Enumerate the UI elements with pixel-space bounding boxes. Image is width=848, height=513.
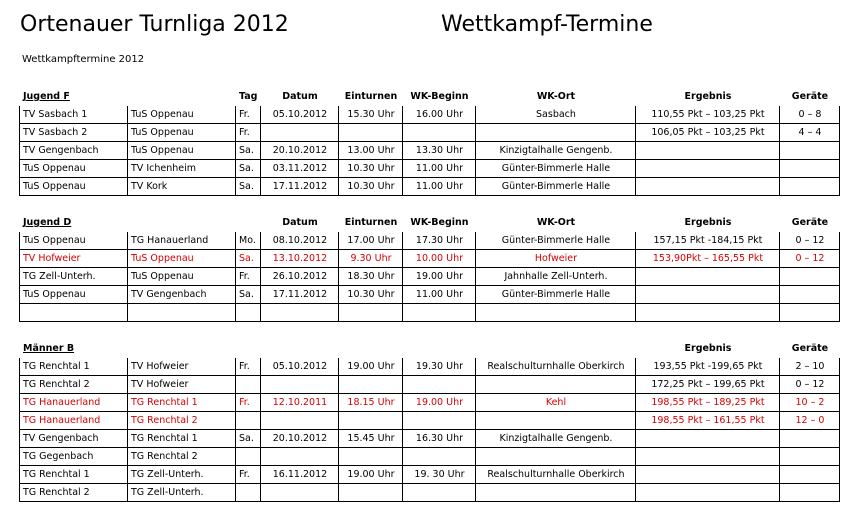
venue-cell: Hofweier	[476, 250, 636, 268]
table-row	[20, 358, 840, 376]
column-header	[236, 214, 261, 232]
venue-cell: Kehl	[476, 394, 636, 412]
column-header: Datum	[282, 217, 318, 228]
result-cell	[636, 304, 780, 322]
venue-cell: Günter-Bimmerle Halle	[476, 160, 636, 178]
day-cell: Mo.	[236, 232, 261, 250]
away-team-cell: TV Hofweier	[128, 358, 236, 376]
result-cell: 153,90Pkt – 165,55 Pkt	[636, 250, 780, 268]
result-cell: 198,55 Pkt – 189,25 Pkt	[636, 394, 780, 412]
start-cell	[403, 304, 476, 322]
home-team-cell: TuS Oppenau	[20, 232, 128, 250]
home-team-cell: TuS Oppenau	[20, 160, 128, 178]
column-header: WK-Ort	[536, 91, 576, 102]
day-cell: Sa.	[236, 178, 261, 196]
venue-cell: Günter-Bimmerle Halle	[476, 178, 636, 196]
warmup-cell: 10.30 Uhr	[339, 160, 403, 178]
section-header-row	[20, 214, 840, 232]
spacer-cell	[339, 322, 403, 340]
start-cell: 11.00 Uhr	[403, 160, 476, 178]
start-cell: 11.00 Uhr	[403, 286, 476, 304]
spacer-cell	[339, 196, 403, 214]
column-header	[339, 340, 403, 358]
column-header: Ergebnis	[684, 217, 732, 228]
apparatus-cell: 0 – 12	[780, 250, 840, 268]
page-heading: Wettkampf-Termine	[441, 12, 653, 37]
day-cell: Fr.	[236, 124, 261, 142]
apparatus-cell	[780, 484, 840, 502]
table-row	[20, 232, 840, 250]
warmup-cell: 13.00 Uhr	[339, 142, 403, 160]
result-cell: 106,05 Pkt – 103,25 Pkt	[636, 124, 780, 142]
column-header: Geräte	[791, 343, 829, 354]
start-cell: 19.00 Uhr	[403, 268, 476, 286]
spacer-cell	[403, 322, 476, 340]
result-cell	[636, 466, 780, 484]
warmup-cell: 15.45 Uhr	[339, 430, 403, 448]
home-team-cell: TG Renchtal 1	[20, 358, 128, 376]
spacer-cell	[780, 322, 840, 340]
column-header: WK-Beginn	[410, 217, 469, 228]
day-cell: Fr.	[236, 466, 261, 484]
table-row	[20, 142, 840, 160]
away-team-cell	[128, 304, 236, 322]
apparatus-cell: 2 – 10	[780, 358, 840, 376]
column-header: Datum	[282, 91, 318, 102]
warmup-cell: 19.00 Uhr	[339, 358, 403, 376]
home-team-cell: TV Sasbach 1	[20, 106, 128, 124]
venue-cell: Günter-Bimmerle Halle	[476, 232, 636, 250]
result-cell	[636, 268, 780, 286]
table-row	[20, 250, 840, 268]
table-row	[20, 484, 840, 502]
date-cell	[261, 376, 339, 394]
date-cell: 17.11.2012	[261, 178, 339, 196]
away-team-cell: TuS Oppenau	[128, 124, 236, 142]
result-cell	[636, 448, 780, 466]
result-cell: 172,25 Pkt – 199,65 Pkt	[636, 376, 780, 394]
away-team-cell: TuS Oppenau	[128, 106, 236, 124]
warmup-cell	[339, 376, 403, 394]
result-cell	[636, 484, 780, 502]
apparatus-cell: 10 – 2	[780, 394, 840, 412]
day-cell: Sa.	[236, 250, 261, 268]
away-team-cell: TG Zell-Unterh.	[128, 466, 236, 484]
apparatus-cell	[780, 160, 840, 178]
apparatus-cell	[780, 430, 840, 448]
spacer-cell	[128, 196, 236, 214]
day-cell	[236, 484, 261, 502]
apparatus-cell	[780, 448, 840, 466]
venue-cell	[476, 124, 636, 142]
warmup-cell	[339, 304, 403, 322]
schedule-table	[19, 87, 840, 502]
table-row	[20, 124, 840, 142]
column-header: Geräte	[791, 91, 829, 102]
away-team-cell: TV Ichenheim	[128, 160, 236, 178]
table-row	[20, 178, 840, 196]
day-cell: Sa.	[236, 142, 261, 160]
apparatus-cell	[780, 268, 840, 286]
start-cell	[403, 448, 476, 466]
away-team-cell: TG Renchtal 1	[128, 394, 236, 412]
warmup-cell: 9.30 Uhr	[339, 250, 403, 268]
venue-cell: Realschulturnhalle Oberkirch	[476, 466, 636, 484]
home-team-cell: TV Hofweier	[20, 250, 128, 268]
apparatus-cell	[780, 466, 840, 484]
apparatus-cell: 0 – 8	[780, 106, 840, 124]
spacer-row	[20, 322, 840, 340]
home-team-cell: TG Hanauerland	[20, 394, 128, 412]
table-row	[20, 160, 840, 178]
apparatus-cell	[780, 286, 840, 304]
day-cell	[236, 376, 261, 394]
away-team-cell: TuS Oppenau	[128, 268, 236, 286]
start-cell	[403, 376, 476, 394]
spacer-cell	[636, 322, 780, 340]
result-cell	[636, 142, 780, 160]
date-cell	[261, 124, 339, 142]
warmup-cell: 18.30 Uhr	[339, 268, 403, 286]
date-cell: 20.10.2012	[261, 142, 339, 160]
warmup-cell: 10.30 Uhr	[339, 286, 403, 304]
day-cell	[236, 412, 261, 430]
spacer-cell	[20, 322, 128, 340]
warmup-cell	[339, 484, 403, 502]
spacer-cell	[128, 322, 236, 340]
start-cell	[403, 484, 476, 502]
spacer-row	[20, 196, 840, 214]
venue-cell	[476, 304, 636, 322]
away-team-cell: TV Hofweier	[128, 376, 236, 394]
warmup-cell: 17.00 Uhr	[339, 232, 403, 250]
column-header: WK-Ort	[536, 217, 576, 228]
day-cell: Fr.	[236, 106, 261, 124]
home-team-cell	[20, 304, 128, 322]
start-cell: 11.00 Uhr	[403, 178, 476, 196]
day-cell: Sa.	[236, 430, 261, 448]
date-cell: 05.10.2012	[261, 106, 339, 124]
warmup-cell: 15.30 Uhr	[339, 106, 403, 124]
apparatus-cell: 0 – 12	[780, 232, 840, 250]
venue-cell	[476, 412, 636, 430]
spacer-cell	[476, 196, 636, 214]
result-cell	[636, 160, 780, 178]
venue-cell: Günter-Bimmerle Halle	[476, 286, 636, 304]
result-cell	[636, 430, 780, 448]
page-title: Ortenauer Turnliga 2012	[20, 12, 289, 37]
date-cell	[261, 448, 339, 466]
date-cell: 20.10.2012	[261, 430, 339, 448]
spacer-cell	[476, 322, 636, 340]
venue-cell: Kinzigtalhalle Gengenb.	[476, 430, 636, 448]
apparatus-cell: 12 – 0	[780, 412, 840, 430]
column-header: Tag	[239, 91, 258, 102]
away-team-cell: TuS Oppenau	[128, 250, 236, 268]
table-row	[20, 106, 840, 124]
spacer-cell	[236, 196, 261, 214]
day-cell: Fr.	[236, 394, 261, 412]
date-cell: 08.10.2012	[261, 232, 339, 250]
venue-cell: Jahnhalle Zell-Unterh.	[476, 268, 636, 286]
apparatus-cell: 0 – 12	[780, 376, 840, 394]
table-row	[20, 286, 840, 304]
home-team-cell: TuS Oppenau	[20, 286, 128, 304]
section-label: Jugend F	[23, 91, 70, 102]
start-cell: 13.30 Uhr	[403, 142, 476, 160]
home-team-cell: TG Hanauerland	[20, 412, 128, 430]
column-header	[403, 340, 476, 358]
away-team-cell: TG Renchtal 1	[128, 430, 236, 448]
venue-cell: Kinzigtalhalle Gengenb.	[476, 142, 636, 160]
spacer-cell	[236, 322, 261, 340]
result-cell	[636, 178, 780, 196]
section-label: Männer B	[23, 343, 75, 354]
start-cell: 16.30 Uhr	[403, 430, 476, 448]
spacer-cell	[261, 196, 339, 214]
home-team-cell: TG Renchtal 2	[20, 376, 128, 394]
date-cell: 12.10.2011	[261, 394, 339, 412]
date-cell	[261, 484, 339, 502]
table-row	[20, 304, 840, 322]
column-header	[476, 340, 636, 358]
venue-cell	[476, 448, 636, 466]
result-cell: 198,55 Pkt – 161,55 Pkt	[636, 412, 780, 430]
day-cell	[236, 304, 261, 322]
warmup-cell: 18.15 Uhr	[339, 394, 403, 412]
table-row	[20, 448, 840, 466]
home-team-cell: TG Renchtal 1	[20, 466, 128, 484]
date-cell	[261, 412, 339, 430]
column-header	[236, 340, 261, 358]
day-cell: Fr.	[236, 268, 261, 286]
home-team-cell: TG Renchtal 2	[20, 484, 128, 502]
home-team-cell: TG Gegenbach	[20, 448, 128, 466]
date-cell	[261, 304, 339, 322]
table-row	[20, 394, 840, 412]
column-header: Geräte	[791, 217, 829, 228]
start-cell: 19.30 Uhr	[403, 358, 476, 376]
date-cell: 17.11.2012	[261, 286, 339, 304]
away-team-cell: TV Kork	[128, 178, 236, 196]
warmup-cell	[339, 448, 403, 466]
home-team-cell: TG Zell-Unterh.	[20, 268, 128, 286]
start-cell: 19. 30 Uhr	[403, 466, 476, 484]
day-cell	[236, 448, 261, 466]
apparatus-cell	[780, 304, 840, 322]
column-header: Ergebnis	[684, 343, 732, 354]
venue-cell: Realschulturnhalle Oberkirch	[476, 358, 636, 376]
start-cell: 16.00 Uhr	[403, 106, 476, 124]
schedule-sheet	[19, 87, 840, 502]
spacer-cell	[20, 196, 128, 214]
home-team-cell: TV Gengenbach	[20, 430, 128, 448]
apparatus-cell: 4 – 4	[780, 124, 840, 142]
venue-cell	[476, 484, 636, 502]
table-row	[20, 376, 840, 394]
page-subtitle: Wettkampftermine 2012	[22, 54, 145, 65]
date-cell: 05.10.2012	[261, 358, 339, 376]
away-team-cell: TV Gengenbach	[128, 286, 236, 304]
home-team-cell: TV Sasbach 2	[20, 124, 128, 142]
apparatus-cell	[780, 142, 840, 160]
table-row	[20, 430, 840, 448]
table-row	[20, 412, 840, 430]
away-team-cell: TG Renchtal 2	[128, 412, 236, 430]
column-header: Einturnen	[344, 91, 398, 102]
warmup-cell: 19.00 Uhr	[339, 466, 403, 484]
start-cell	[403, 124, 476, 142]
home-team-cell: TV Gengenbach	[20, 142, 128, 160]
section-header-row	[20, 88, 840, 106]
spacer-cell	[780, 196, 840, 214]
warmup-cell	[339, 124, 403, 142]
away-team-cell: TG Zell-Unterh.	[128, 484, 236, 502]
spacer-cell	[403, 196, 476, 214]
section-header-row	[20, 340, 840, 358]
day-cell: Fr.	[236, 358, 261, 376]
away-team-cell: TG Hanauerland	[128, 232, 236, 250]
column-header	[261, 340, 339, 358]
day-cell: Sa.	[236, 286, 261, 304]
date-cell: 16.11.2012	[261, 466, 339, 484]
warmup-cell	[339, 412, 403, 430]
result-cell: 110,55 Pkt – 103,25 Pkt	[636, 106, 780, 124]
spacer-cell	[636, 196, 780, 214]
result-cell: 193,55 Pkt -199,65 Pkt	[636, 358, 780, 376]
spacer-cell	[261, 322, 339, 340]
date-cell: 13.10.2012	[261, 250, 339, 268]
table-row	[20, 466, 840, 484]
venue-cell: Sasbach	[476, 106, 636, 124]
date-cell: 26.10.2012	[261, 268, 339, 286]
home-team-cell: TuS Oppenau	[20, 178, 128, 196]
table-row	[20, 268, 840, 286]
start-cell: 17.30 Uhr	[403, 232, 476, 250]
column-header: Einturnen	[344, 217, 398, 228]
apparatus-cell	[780, 178, 840, 196]
section-label: Jugend D	[23, 217, 72, 228]
column-header: WK-Beginn	[410, 91, 469, 102]
warmup-cell: 10.30 Uhr	[339, 178, 403, 196]
column-header: Ergebnis	[684, 91, 732, 102]
date-cell: 03.11.2012	[261, 160, 339, 178]
start-cell: 19.00 Uhr	[403, 394, 476, 412]
result-cell: 157,15 Pkt -184,15 Pkt	[636, 232, 780, 250]
venue-cell	[476, 376, 636, 394]
start-cell	[403, 412, 476, 430]
away-team-cell: TG Renchtal 2	[128, 448, 236, 466]
away-team-cell: TuS Oppenau	[128, 142, 236, 160]
start-cell: 10.00 Uhr	[403, 250, 476, 268]
result-cell	[636, 286, 780, 304]
day-cell: Sa.	[236, 160, 261, 178]
